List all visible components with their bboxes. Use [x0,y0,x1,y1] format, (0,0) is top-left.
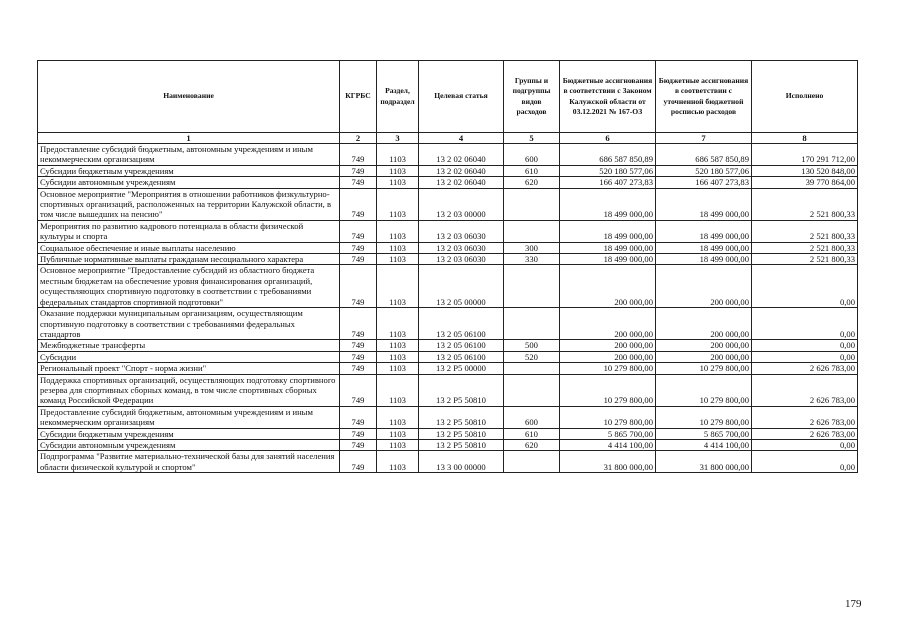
cell-name: Подпрограмма "Развитие материально-технической базы для занятий населения области физической культурой и спортом" [38,451,340,473]
table-row [38,351,858,362]
cell-target: 13 2 05 06100 [419,351,504,362]
column-number: 6 [560,133,656,144]
header-section: Раздел, подраздел [377,61,419,133]
cell-section: 1103 [377,265,419,308]
cell-name: Субсидии бюджетным учреждениям [38,428,340,439]
cell-group: 620 [504,177,560,188]
cell-alloc-law: 200 000,00 [560,351,656,362]
cell-alloc-updated: 10 279 800,00 [656,363,752,374]
cell-section: 1103 [377,363,419,374]
cell-kgrbs: 749 [340,254,377,265]
column-number: 1 [38,133,340,144]
cell-section: 1103 [377,351,419,362]
cell-target: 13 2 05 00000 [419,265,504,308]
cell-alloc-law: 18 499 000,00 [560,242,656,253]
table-body [38,144,858,473]
cell-group [504,188,560,220]
table-row [38,439,858,450]
header-kgrbs: КГРБС [340,61,377,133]
table-row [38,406,858,428]
cell-name: Предоставление субсидий бюджетным, автономным учреждениям и иным некоммерческим организациям [38,406,340,428]
cell-section: 1103 [377,254,419,265]
table-row [38,242,858,253]
budget-table [37,60,858,473]
cell-target: 13 2 P5 50810 [419,406,504,428]
column-number-row [38,133,858,144]
cell-target: 13 2 03 06030 [419,220,504,242]
budget-table-sheet [37,60,857,473]
cell-alloc-updated: 200 000,00 [656,265,752,308]
table-row [38,165,858,176]
cell-executed: 2 626 783,00 [752,374,858,406]
cell-alloc-law: 18 499 000,00 [560,188,656,220]
cell-target: 13 2 02 06040 [419,177,504,188]
cell-executed: 0,00 [752,351,858,362]
cell-name: Публичные нормативные выплаты гражданам несоциального характера [38,254,340,265]
cell-section: 1103 [377,188,419,220]
header-target: Целевая статья [419,61,504,133]
cell-group: 330 [504,254,560,265]
table-row [38,451,858,473]
table-row [38,265,858,308]
column-number: 2 [340,133,377,144]
column-number: 7 [656,133,752,144]
cell-target: 13 2 03 06030 [419,242,504,253]
page-number: 179 [845,598,862,610]
table-row [38,188,858,220]
cell-alloc-updated: 200 000,00 [656,351,752,362]
cell-name: Поддержка спортивных организаций, осуществляющих подготовку спортивного резерва для спортивных сборных команд, в том числе спортивных сборных команд Российской Федерации [38,374,340,406]
header-name: Наименование [38,61,340,133]
cell-section: 1103 [377,451,419,473]
cell-alloc-updated: 10 279 800,00 [656,406,752,428]
table-row [38,308,858,340]
cell-executed: 2 521 800,33 [752,242,858,253]
table-row [38,254,858,265]
cell-alloc-law: 5 865 700,00 [560,428,656,439]
cell-alloc-updated: 18 499 000,00 [656,254,752,265]
cell-kgrbs: 749 [340,406,377,428]
column-number: 8 [752,133,858,144]
table-row [38,220,858,242]
table-row [38,144,858,166]
cell-name: Основное мероприятие "Предоставление субсидий из областного бюджета местным бюджетам на обеспечение уровня финансирования организаций, осуществляющих спортивную подготовку в соответствии с требованиями федеральных стандартов спортивной подготовки" [38,265,340,308]
table-row [38,374,858,406]
cell-name: Мероприятия по развитию кадрового потенциала в области физической культуры и спорта [38,220,340,242]
cell-kgrbs: 749 [340,351,377,362]
cell-alloc-law: 10 279 800,00 [560,374,656,406]
cell-alloc-law: 166 407 273,83 [560,177,656,188]
cell-target: 13 2 05 06100 [419,308,504,340]
cell-executed: 0,00 [752,308,858,340]
cell-alloc-law: 18 499 000,00 [560,220,656,242]
cell-group: 600 [504,406,560,428]
cell-alloc-updated: 18 499 000,00 [656,188,752,220]
cell-group: 600 [504,144,560,166]
cell-alloc-updated: 200 000,00 [656,340,752,351]
cell-group [504,363,560,374]
cell-name: Субсидии автономным учреждениям [38,177,340,188]
cell-kgrbs: 749 [340,242,377,253]
cell-section: 1103 [377,308,419,340]
cell-group: 500 [504,340,560,351]
cell-target: 13 2 P5 00000 [419,363,504,374]
cell-section: 1103 [377,144,419,166]
cell-alloc-updated: 5 865 700,00 [656,428,752,439]
cell-section: 1103 [377,242,419,253]
cell-alloc-law: 200 000,00 [560,308,656,340]
cell-name: Субсидии бюджетным учреждениям [38,165,340,176]
cell-section: 1103 [377,406,419,428]
cell-kgrbs: 749 [340,428,377,439]
cell-section: 1103 [377,428,419,439]
header-executed: Исполнено [752,61,858,133]
cell-kgrbs: 749 [340,144,377,166]
cell-alloc-law: 686 587 850,89 [560,144,656,166]
cell-alloc-updated: 18 499 000,00 [656,242,752,253]
cell-section: 1103 [377,439,419,450]
cell-kgrbs: 749 [340,451,377,473]
cell-alloc-law: 18 499 000,00 [560,254,656,265]
cell-group: 610 [504,428,560,439]
cell-target: 13 2 05 06100 [419,340,504,351]
cell-group: 610 [504,165,560,176]
cell-kgrbs: 749 [340,340,377,351]
cell-kgrbs: 749 [340,188,377,220]
cell-section: 1103 [377,340,419,351]
cell-alloc-updated: 18 499 000,00 [656,220,752,242]
table-row [38,428,858,439]
cell-target: 13 2 02 06040 [419,144,504,166]
cell-target: 13 2 P5 50810 [419,428,504,439]
cell-alloc-law: 520 180 577,06 [560,165,656,176]
cell-kgrbs: 749 [340,265,377,308]
cell-executed: 2 626 783,00 [752,363,858,374]
cell-alloc-updated: 686 587 850,89 [656,144,752,166]
column-number: 4 [419,133,504,144]
cell-alloc-updated: 166 407 273,83 [656,177,752,188]
cell-executed: 130 520 848,00 [752,165,858,176]
cell-kgrbs: 749 [340,308,377,340]
cell-executed: 2 521 800,33 [752,220,858,242]
cell-target: 13 2 03 06030 [419,254,504,265]
cell-group: 620 [504,439,560,450]
cell-group [504,308,560,340]
cell-kgrbs: 749 [340,439,377,450]
cell-alloc-law: 10 279 800,00 [560,363,656,374]
cell-name: Субсидии [38,351,340,362]
cell-executed: 2 521 800,33 [752,254,858,265]
cell-kgrbs: 749 [340,177,377,188]
cell-executed: 2 626 783,00 [752,428,858,439]
cell-alloc-law: 31 800 000,00 [560,451,656,473]
cell-target: 13 2 P5 50810 [419,374,504,406]
cell-alloc-updated: 520 180 577,06 [656,165,752,176]
cell-group [504,220,560,242]
header-row [38,61,858,133]
cell-alloc-law: 4 414 100,00 [560,439,656,450]
cell-target: 13 2 02 06040 [419,165,504,176]
header-alloc-law: Бюджетные ассигнования в соответствии с Законом Калужской области от 03.12.2021 № 167-ОЗ [560,61,656,133]
cell-name: Межбюджетные трансферты [38,340,340,351]
cell-section: 1103 [377,374,419,406]
cell-executed: 0,00 [752,439,858,450]
cell-target: 13 2 03 00000 [419,188,504,220]
cell-group [504,374,560,406]
cell-group: 520 [504,351,560,362]
cell-target: 13 2 P5 50810 [419,439,504,450]
cell-executed: 0,00 [752,451,858,473]
cell-name: Оказание поддержки муниципальным организациям, осуществляющим спортивную подготовку в соответствии с требованиями федеральных стандартов [38,308,340,340]
cell-alloc-law: 200 000,00 [560,340,656,351]
header-groups: Группы и подгруппы видов расходов [504,61,560,133]
header-alloc-updated: Бюджетные ассигнования в соответствии с уточненной бюджетной росписью расходов [656,61,752,133]
cell-section: 1103 [377,165,419,176]
cell-executed: 2 626 783,00 [752,406,858,428]
cell-target: 13 3 00 00000 [419,451,504,473]
cell-alloc-updated: 10 279 800,00 [656,374,752,406]
cell-executed: 0,00 [752,340,858,351]
cell-kgrbs: 749 [340,363,377,374]
cell-name: Региональный проект "Спорт - норма жизни" [38,363,340,374]
cell-name: Основное мероприятие "Мероприятия в отношении работников физкультурно-спортивных организаций, расположенных на территории Калужской области, в том числе вышедших на пенсию" [38,188,340,220]
cell-alloc-updated: 31 800 000,00 [656,451,752,473]
cell-alloc-law: 10 279 800,00 [560,406,656,428]
cell-section: 1103 [377,220,419,242]
cell-executed: 0,00 [752,265,858,308]
cell-executed: 2 521 800,33 [752,188,858,220]
cell-alloc-law: 200 000,00 [560,265,656,308]
cell-alloc-updated: 4 414 100,00 [656,439,752,450]
cell-executed: 39 770 864,00 [752,177,858,188]
cell-name: Субсидии автономным учреждениям [38,439,340,450]
table-row [38,177,858,188]
cell-kgrbs: 749 [340,165,377,176]
cell-kgrbs: 749 [340,220,377,242]
cell-executed: 170 291 712,00 [752,144,858,166]
cell-section: 1103 [377,177,419,188]
column-number: 3 [377,133,419,144]
cell-group: 300 [504,242,560,253]
cell-alloc-updated: 200 000,00 [656,308,752,340]
table-row [38,363,858,374]
cell-group [504,451,560,473]
column-number: 5 [504,133,560,144]
cell-name: Предоставление субсидий бюджетным, автономным учреждениям и иным некоммерческим организациям [38,144,340,166]
cell-kgrbs: 749 [340,374,377,406]
cell-group [504,265,560,308]
table-row [38,340,858,351]
cell-name: Социальное обеспечение и иные выплаты населению [38,242,340,253]
